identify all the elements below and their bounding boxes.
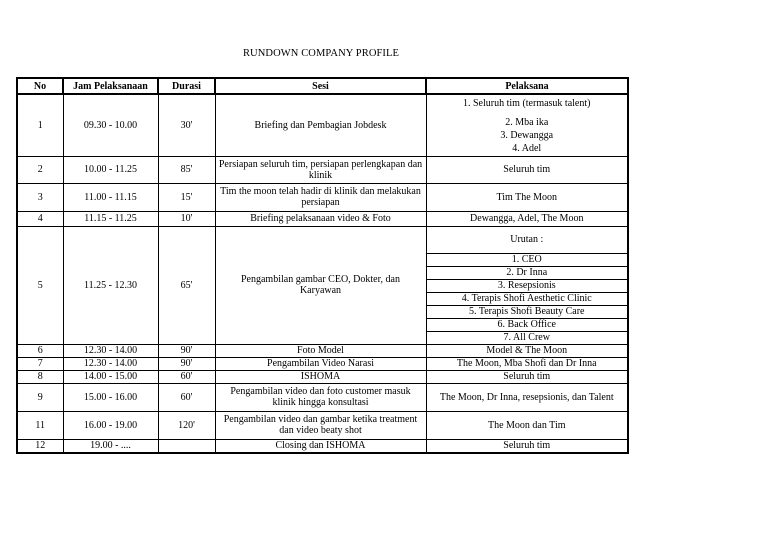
table-row (17, 344, 628, 357)
pelaksana-line: 4. Adel (512, 143, 542, 155)
cell-no: 5 (17, 226, 63, 344)
cell-jam: 16.00 - 19.00 (63, 411, 158, 439)
cell-pelaksana-sub: 5. Terapis Shofi Beauty Care (426, 305, 628, 318)
pelaksana-line: 1. Seluruh tim (termasuk talent) (463, 98, 591, 110)
cell-pelaksana: Seluruh tim (426, 439, 628, 453)
cell-no: 9 (17, 383, 63, 411)
cell-jam: 10.00 - 11.25 (63, 156, 158, 183)
cell-pelaksana-sub: 2. Dr Inna (426, 266, 628, 279)
table-row (17, 226, 628, 253)
cell-pelaksana: The Moon dan Tim (426, 411, 628, 439)
table-row (17, 411, 628, 439)
cell-no: 7 (17, 357, 63, 370)
cell-pelaksana: Model & The Moon (426, 344, 628, 357)
cell-pelaksana: Tim The Moon (426, 183, 628, 211)
cell-no: 3 (17, 183, 63, 211)
cell-durasi: 90' (158, 344, 215, 357)
cell-pelaksana-sub: Urutan : (426, 226, 628, 253)
cell-sesi: Pengambilan Video Narasi (215, 357, 426, 370)
cell-sesi: Pengambilan video dan foto customer masuk klinik hingga konsultasi (215, 383, 426, 411)
table-row (17, 383, 628, 411)
cell-sesi: Briefing pelaksanaan video & Foto (215, 211, 426, 226)
table-row (17, 211, 628, 226)
header-pelaksana: Pelaksana (426, 78, 628, 94)
cell-durasi: 60' (158, 370, 215, 383)
cell-jam: 19.00 - .... (63, 439, 158, 453)
cell-durasi: 65' (158, 226, 215, 344)
cell-pelaksana: The Moon, Dr Inna, resepsionis, dan Talent (426, 383, 628, 411)
table-row (17, 156, 628, 183)
cell-sesi: Persiapan seluruh tim, persiapan perlengkapan dan klinik (215, 156, 426, 183)
header-no: No (17, 78, 63, 94)
cell-no: 1 (17, 94, 63, 156)
pelaksana-line: 3. Dewangga (500, 130, 554, 142)
cell-jam: 11.00 - 11.15 (63, 183, 158, 211)
table-row (17, 439, 628, 453)
cell-pelaksana: Seluruh tim (426, 156, 628, 183)
cell-pelaksana-sub: 7. All Crew (426, 331, 628, 344)
cell-no: 12 (17, 439, 63, 453)
cell-sesi: Foto Model (215, 344, 426, 357)
pelaksana-line: 2. Mba ika (505, 117, 549, 129)
cell-no: 6 (17, 344, 63, 357)
cell-sesi: Tim the moon telah hadir di klinik dan melakukan persiapan (215, 183, 426, 211)
table-row (17, 183, 628, 211)
cell-sesi: Briefing dan Pembagian Jobdesk (215, 94, 426, 156)
cell-no: 8 (17, 370, 63, 383)
cell-durasi (158, 439, 215, 453)
cell-pelaksana (426, 94, 628, 156)
cell-pelaksana: The Moon, Mba Shofi dan Dr Inna (426, 357, 628, 370)
cell-jam: 09.30 - 10.00 (63, 94, 158, 156)
cell-durasi: 85' (158, 156, 215, 183)
cell-no: 4 (17, 211, 63, 226)
rundown-table (16, 77, 629, 454)
table-row (17, 94, 628, 156)
header-jam-pelaksanaan: Jam Pelaksanaan (63, 78, 158, 94)
cell-durasi: 10' (158, 211, 215, 226)
table-row (17, 370, 628, 383)
cell-durasi: 90' (158, 357, 215, 370)
cell-pelaksana: Seluruh tim (426, 370, 628, 383)
cell-jam: 14.00 - 15.00 (63, 370, 158, 383)
cell-durasi: 15' (158, 183, 215, 211)
cell-pelaksana: Dewangga, Adel, The Moon (426, 211, 628, 226)
page-title: RUNDOWN COMPANY PROFILE (242, 48, 400, 59)
cell-sesi: Pengambilan video dan gambar ketika treatment dan video beaty shot (215, 411, 426, 439)
cell-durasi: 60' (158, 383, 215, 411)
header-durasi: Durasi (158, 78, 215, 94)
cell-pelaksana-sub: 6. Back Office (426, 318, 628, 331)
cell-jam: 11.15 - 11.25 (63, 211, 158, 226)
cell-jam: 12.30 - 14.00 (63, 344, 158, 357)
cell-sesi: Pengambilan gambar CEO, Dokter, dan Karyawan (215, 226, 426, 344)
cell-jam: 12.30 - 14.00 (63, 357, 158, 370)
table-header-row (17, 78, 628, 94)
cell-pelaksana-sub: 3. Resepsionis (426, 279, 628, 292)
cell-pelaksana-sub: 4. Terapis Shofi Aesthetic Clinic (426, 292, 628, 305)
cell-durasi: 120' (158, 411, 215, 439)
cell-pelaksana-sub: 1. CEO (426, 253, 628, 266)
cell-sesi: Closing dan ISHOMA (215, 439, 426, 453)
cell-jam: 11.25 - 12.30 (63, 226, 158, 344)
cell-sesi: ISHOMA (215, 370, 426, 383)
table-row (17, 357, 628, 370)
cell-no: 11 (17, 411, 63, 439)
cell-durasi: 30' (158, 94, 215, 156)
header-sesi: Sesi (215, 78, 426, 94)
cell-no: 2 (17, 156, 63, 183)
cell-jam: 15.00 - 16.00 (63, 383, 158, 411)
